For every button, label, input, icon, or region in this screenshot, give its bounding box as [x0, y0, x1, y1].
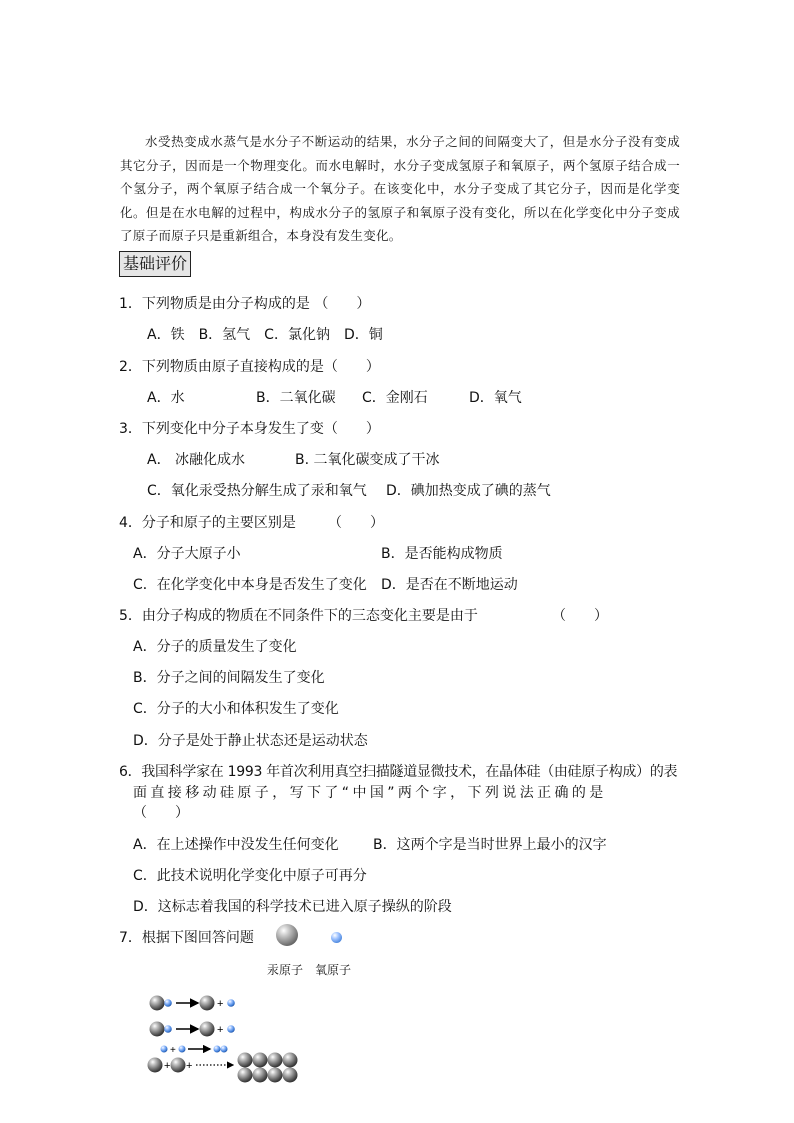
question-5-option-c: C．分子的大小和体积发生了变化 [133, 701, 339, 717]
oxygen-atom-legend-icon [331, 932, 342, 943]
question-5-stem: 5．由分子构成的物质在不同条件下的三态变化主要是由于 [119, 608, 478, 624]
question-3-stem: 3．下列变化中分子本身发生了变（ ） [119, 421, 380, 437]
question-6-option-c: C．此技术说明化学变化中原子可再分 [133, 868, 367, 884]
reaction-row-2 [150, 1022, 235, 1037]
question-5-option-d: D．分子是处于静止状态还是运动状态 [133, 733, 368, 749]
question-6-stem-line-1: 6．我国科学家在 1993 年首次利用真空扫描隧道显微技术，在晶体硅（由硅原子构成）的表 [119, 764, 678, 780]
svg-text:+: + [164, 1060, 171, 1072]
question-3-option-a: A． 冰融化成水 [147, 452, 246, 468]
question-4-option-c: C．在化学变化中本身是否发生了变化 [133, 577, 367, 593]
question-3-option-c: C．氧化汞受热分解生成了汞和氧气 [147, 483, 367, 499]
question-4-option-a: A．分子大原子小 [133, 546, 241, 562]
intro-paragraph: 水受热变成水蒸气是水分子不断运动的结果，水分子之间的间隔变大了，但是水分子没有变成其它分子，因而是一个物理变化。而水电解时，水分子变成氢原子和氧原子，两个氢原子结合成一个氢分子，两个氧原子结合成一个氧分子。在该变化中，水分子变成了其它分子，因而是化学变化。但是在水电解的过程中，构成水分子的氢原子和氧原子没有变化，所以在化学变化中分子变成了原子而原子只是重新组合，本身没有发生变化。 [120, 134, 680, 243]
svg-text:+: + [170, 1045, 176, 1056]
question-6-stem-line-2: 面直接移动硅原子，写下了“中国”两个字，下列说法正确的是 [133, 785, 607, 801]
reaction-row-1 [150, 996, 235, 1011]
question-2-option-d: D．氧气 [469, 390, 522, 406]
reaction-row-3 [161, 1045, 228, 1056]
question-6-stem-line-3: （ ） [133, 805, 189, 821]
question-2-stem: 2．下列物质由原子直接构成的是（ ） [119, 359, 380, 375]
mercury-atom-legend-icon [276, 924, 298, 946]
reaction-diagram [140, 988, 310, 1088]
question-5-option-b: B．分子之间的间隔发生了变化 [133, 670, 325, 686]
question-2-option-c: C．金刚石 [362, 390, 428, 406]
legend-oxygen-label: 氧原子 [315, 963, 352, 977]
question-6-option-d: D．这标志着我国的科学技术已进入原子操纵的阶段 [133, 899, 452, 915]
question-4-paren: （ ） [328, 515, 384, 531]
svg-text:+: + [217, 1024, 224, 1036]
reaction-row-4 [148, 1053, 298, 1083]
question-4-stem: 4．分子和原子的主要区别是 [119, 515, 296, 531]
question-3-option-b: B. 二氧化碳变成了干冰 [295, 452, 440, 468]
question-6-option-b: B．这两个字是当时世界上最小的汉字 [373, 837, 607, 853]
question-4-option-b: B．是否能构成物质 [381, 546, 503, 562]
question-3-option-d: D．碘加热变成了碘的蒸气 [386, 483, 551, 499]
svg-text:+: + [186, 1060, 193, 1072]
question-1-options: A．铁 B．氢气 C．氯化钠 D．铜 [147, 327, 383, 343]
question-5-paren: （ ） [552, 608, 608, 624]
question-7-stem: 7．根据下图回答问题 [119, 930, 254, 946]
legend-mercury-label: 汞原子 [267, 963, 304, 977]
question-2-option-b: B．二氧化碳 [256, 390, 336, 406]
section-title: 基础评价 [119, 251, 191, 277]
question-6-option-a: A．在上述操作中没发生任何变化 [133, 837, 339, 853]
question-1-stem: 1．下列物质是由分子构成的是 （ ） [119, 296, 371, 312]
question-2-option-a: A．水 [147, 390, 185, 406]
svg-text:+: + [217, 998, 224, 1010]
question-5-option-a: A．分子的质量发生了变化 [133, 639, 297, 655]
question-4-option-d: D．是否在不断地运动 [381, 577, 518, 593]
